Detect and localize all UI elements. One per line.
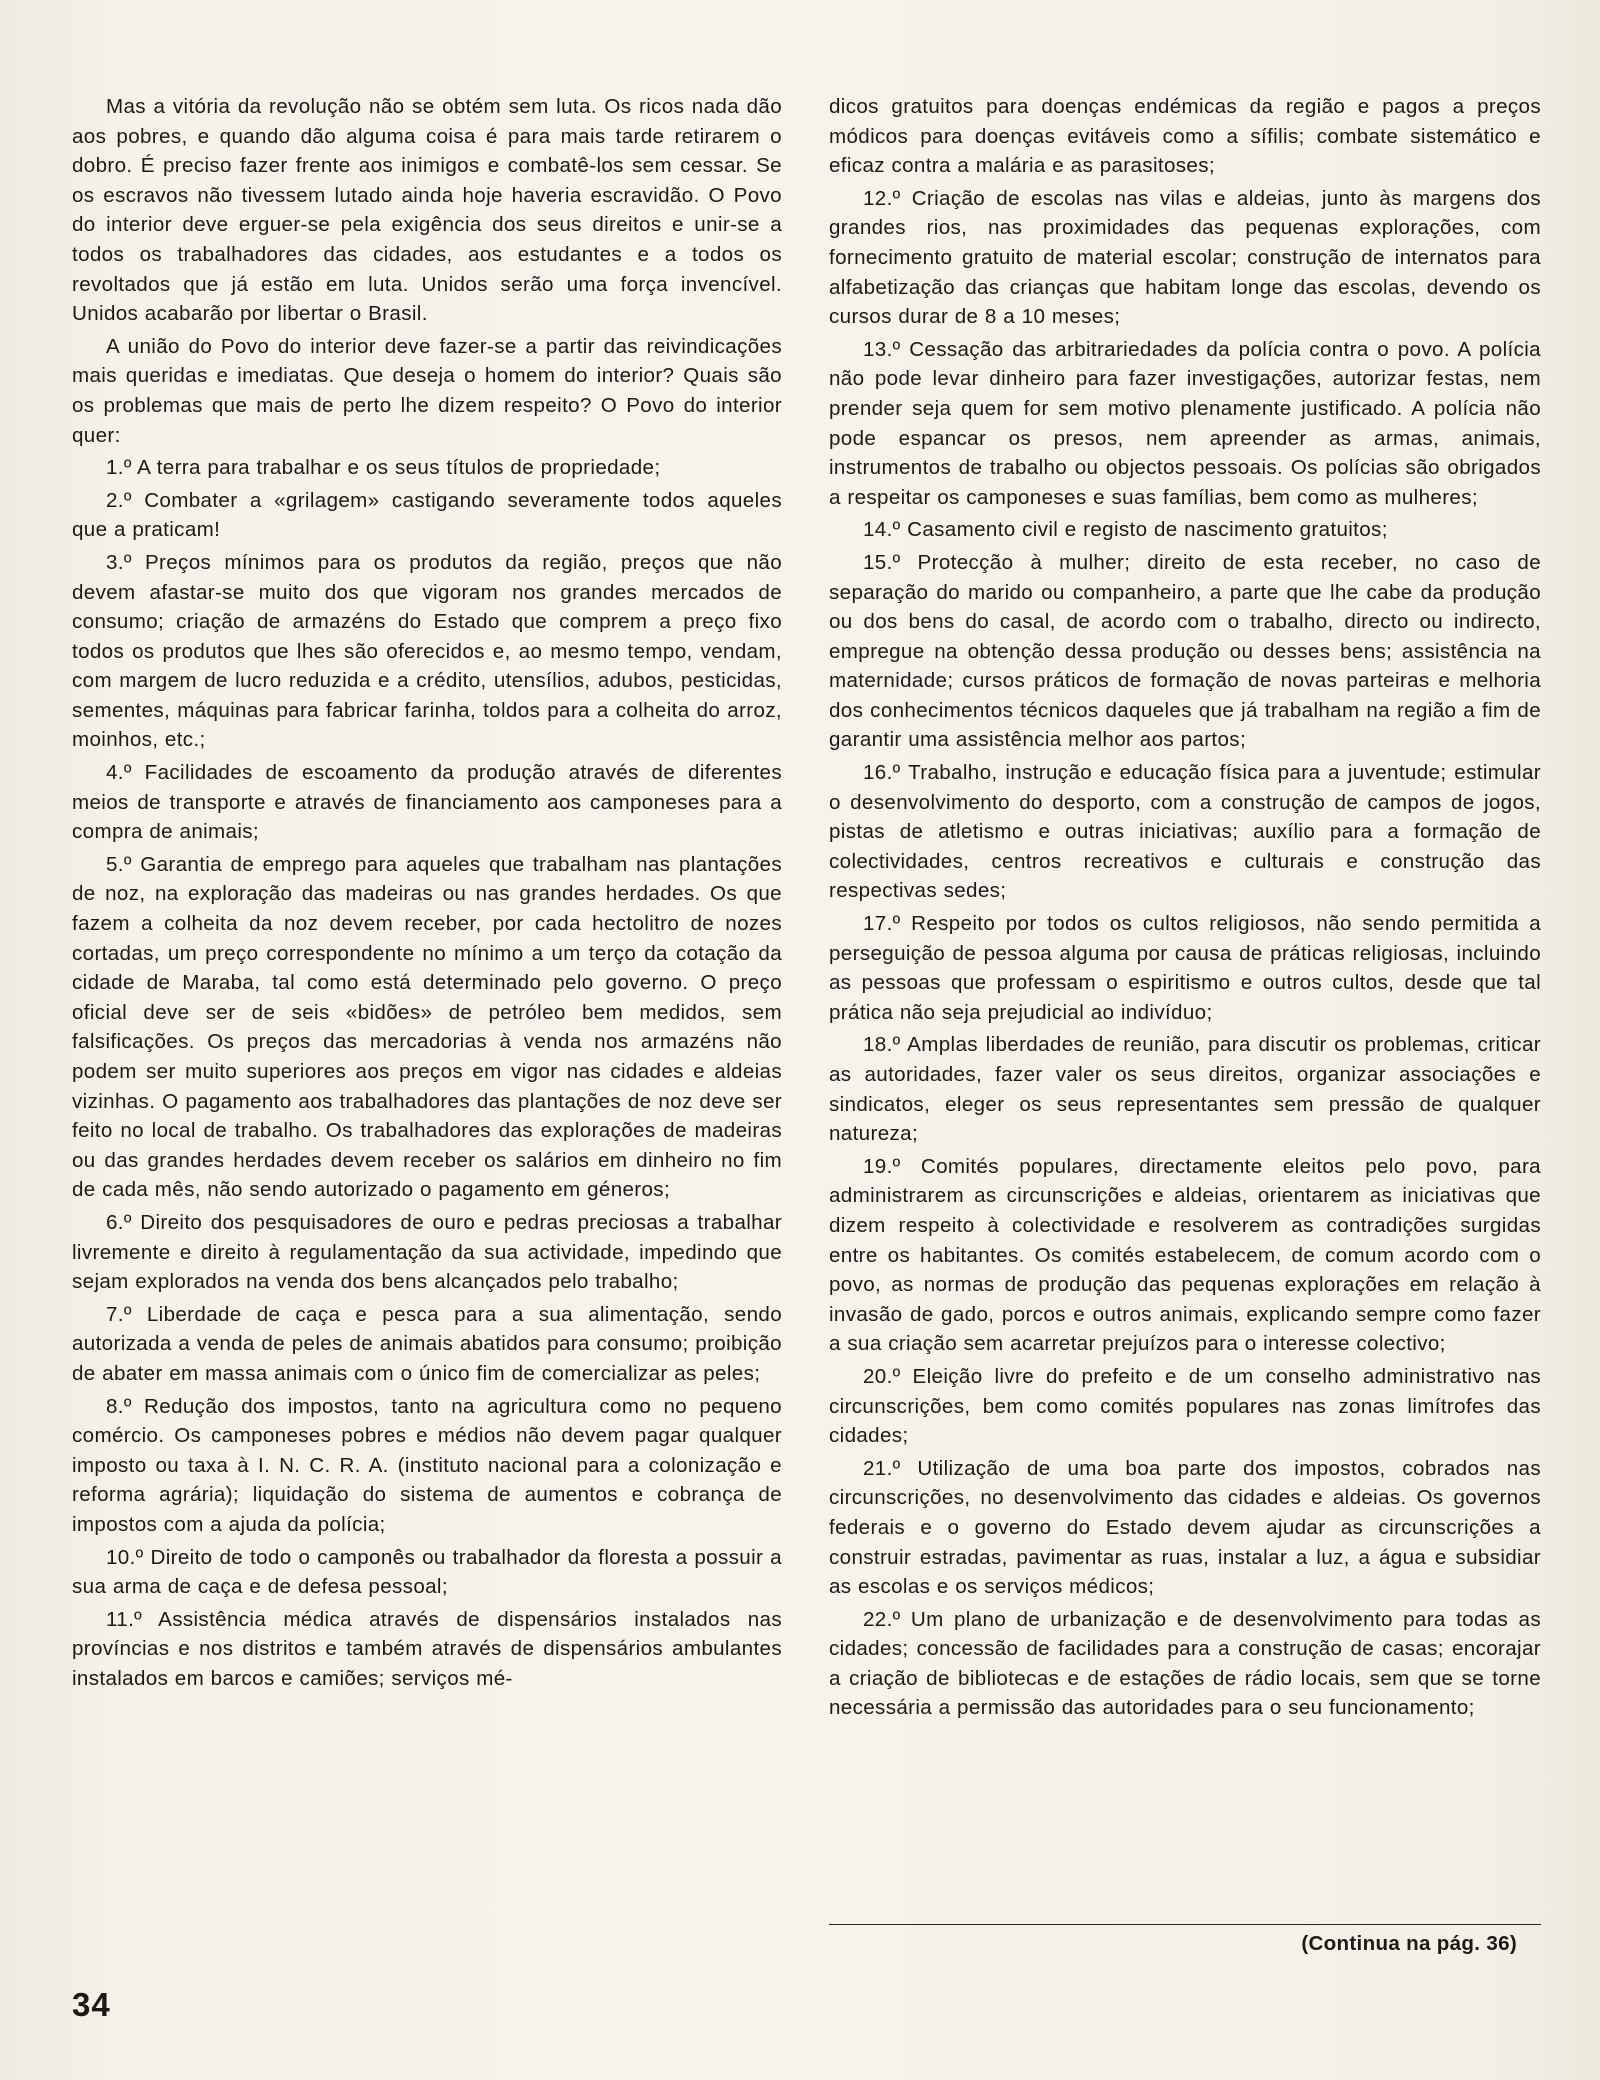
demand-item-15: 15.º Protecção à mulher; direito de esta receber, no caso de separação do marido ou companheiro, a parte que lhe cabe da produção ou dos bens do casal, de acordo com o trabalho, directo ou indirecto, empregue na obtenção dessa produção ou desses bens; assistência na maternidade; cursos práticos de formação de novas parteiras e melhoria dos conhecimentos técnicos daqueles que já trabalham na região a fim de garantir uma assistência melhor aos partos; — [829, 550, 1541, 752]
demand-item-19: 19.º Comités populares, directamente eleitos pelo povo, para administrarem as circunscrições e aldeias, orientarem as iniciativas que dizem respeito à colectividade e resolverem as contradições surgidas entre os habitantes. Os comités estabelecem, de comum acordo com o povo, as normas de produção das pequenas explorações em relação à invasão de gado, porcos e outros animais, explicando sempre como fazer a sua criação sem acarretar prejuízos para o interesse colectivo; — [829, 1154, 1541, 1356]
demand-item-16: 16.º Trabalho, instrução e educação física para a juventude; estimular o desenvolvimento do desporto, com a construção de campos de jogos, pistas de atletismo e outras iniciativas; auxílio para a formação de colectividades, centros recreativos e culturais e construção das respectivas sedes; — [829, 761, 1541, 903]
demand-item-13: 13.º Cessação das arbitrariedades da polícia contra o povo. A polícia não pode levar dinheiro para fazer investigações, autorizar festas, nem prender seja quem for sem motivo plenamente justificado. A polícia não pode espancar os presos, nem apreender as armas, animais, instrumentos de trabalho ou objectos pessoais. Os polícias são obrigados a respeitar os camponeses e suas famílias, bem como as mulheres; — [829, 337, 1541, 509]
demand-item-18: 18.º Amplas liberdades de reunião, para discutir os problemas, criticar as autoridades, fazer valer os seus direitos, organizar associações e sindicatos, eleger os seus representantes sem pressão de qualquer natureza; — [829, 1033, 1541, 1146]
demand-item-1: 1.º A terra para trabalhar e os seus títulos de propriedade; — [106, 456, 661, 480]
demand-item-14: 14.º Casamento civil e registo de nascimento gratuitos; — [863, 518, 1388, 542]
demand-item-8: 8.º Redução dos impostos, tanto na agricultura como no pequeno comércio. Os camponeses pobres e médios não devem pagar qualquer imposto ou taxa à I. N. C. R. A. (instituto nacional para a colonização e reforma agrária); liquidação do sistema de aumentos e cobrança de impostos com a ajuda da polícia; — [72, 1394, 782, 1536]
demand-item-21: 21.º Utilização de uma boa parte dos impostos, cobrados nas circunscrições, no desenvolvimento das cidades e aldeias. Os governos federais e o governo do Estado devem ajudar as circunscrições a construir estradas, pavimentar as ruas, instalar a luz, a água e subsidiar as escolas e os serviços médicos; — [829, 1456, 1541, 1599]
demand-item-2: 2.º Combater a «grilagem» castigando severamente todos aqueles que a praticam! — [72, 488, 782, 542]
intro-paragraph: Mas a vitória da revolução não se obtém sem luta. Os ricos nada dão aos pobres, e quando dão alguma coisa é para mais tarde retirarem o dobro. É preciso fazer frente aos inimigos e combatê-los sem cessar. Se os escravos não tivessem lutado ainda hoje haveria escravidão. O Povo do interior deve erguer-se pela exigência dos seus direitos e unir-se a todos os trabalhadores das cidades, aos estudantes e a todos os revoltados que já estão em luta. Unidos serão uma força invencível. Unidos acabarão por libertar o Brasil. — [72, 95, 782, 326]
page-number: 34 — [72, 1986, 111, 2023]
demand-item-5: 5.º Garantia de emprego para aqueles que trabalham nas plantações de noz, na exploração das madeiras ou nas grandes herdades. Os que fazem a colheita da noz devem receber, por cada hectolitro de nozes cortadas, um preço correspondente no mínimo a um terço da cotação da cidade de Maraba, tal como está determinado pelo governo. O preço oficial deve ser de seis «bidões» de petróleo bem medidos, sem falsificações. Os preços das mercadorias à venda nos armazéns não podem ser muito superiores aos preços em vigor nas cidades e aldeias vizinhas. O pagamento aos trabalhadores das plantações de noz deve ser feito no local de trabalho. Os trabalhadores das explorações de madeiras ou das grandes herdades devem receber os salários em dinheiro no fim de cada mês, não sendo autorizado o pagamento em géneros; — [72, 852, 782, 1202]
demand-item-7: 7.º Liberdade de caça e pesca para a sua alimentação, sendo autorizada a venda de peles de animais abatidos para consumo; proibição de abater em massa animais com o único fim de comercializar as peles; — [72, 1302, 782, 1385]
demand-item-12: 12.º Criação de escolas nas vilas e aldeias, junto às margens dos grandes rios, nas proximidades das pequenas explorações, com fornecimento gratuito de material escolar; construção de internatos para alfabetização das crianças que habitam longe das escolas, devendo os cursos durar de 8 a 10 meses; — [829, 186, 1541, 329]
unity-paragraph: A união do Povo do interior deve fazer-se a partir das reivindicações mais queridas e imediatas. Que deseja o homem do interior? Quais são os problemas que mais de perto lhe dizem respeito? O Povo do interior quer: — [72, 334, 782, 447]
demand-item-4: 4.º Facilidades de escoamento da produção através de diferentes meios de transporte e através de financiamento aos camponeses para a compra de animais; — [72, 761, 782, 844]
demand-item-3: 3.º Preços mínimos para os produtos da região, preços que não devem afastar-se muito dos que vigoram nos grandes mercados de consumo; criação de armazéns do Estado que comprem a preço fixo todos os produtos que lhes são oferecidos e, ao mesmo tempo, vendam, com margem de lucro reduzida e a crédito, utensílios, adubos, pesticidas, sementes, máquinas para fabricar farinha, toldos para a colheita do arroz, moinhos, etc.; — [72, 550, 782, 752]
left-text-column — [72, 92, 782, 1696]
demand-item-6: 6.º Direito dos pesquisadores de ouro e pedras preciosas a trabalhar livremente e direito à regulamentação da sua actividade, impedindo que sejam explorados na venda dos bens alcançados pelo trabalho; — [72, 1210, 782, 1294]
demand-item-10: 10.º Direito de todo o camponês ou trabalhador da floresta a possuir a sua arma de caça e de defesa pessoal; — [72, 1545, 782, 1599]
right-text-column — [829, 92, 1541, 1726]
demand-item-17: 17.º Respeito por todos os cultos religiosos, não sendo permitida a perseguição de pessoa alguma por causa de práticas religiosas, incluindo as pessoas que professam o espiritismo e outros cultos, desde que tal prática não seja prejudicial ao indivíduo; — [829, 912, 1541, 1024]
footer-divider — [829, 1924, 1541, 1925]
continuation-note: (Continua na pág. 36) — [1301, 1932, 1517, 1955]
demand-item-11-continued: dicos gratuitos para doenças endémicas da região e pagos a preços módicos para doenças evitáveis como a sífilis; combate sistemático e eficaz contra a malária e as parasitoses; — [829, 95, 1541, 178]
demand-item-11: 11.º Assistência médica através de dispensários instalados nas províncias e nos distritos e também através de dispensários ambulantes instalados em barcos e camiões; serviços mé- — [72, 1607, 782, 1690]
demand-item-20: 20.º Eleição livre do prefeito e de um conselho administrativo nas circunscrições, bem como comités populares nas zonas limítrofes das cidades; — [829, 1364, 1541, 1448]
demand-item-22: 22.º Um plano de urbanização e de desenvolvimento para todas as cidades; concessão de facilidades para a construção de casas; encorajar a criação de bibliotecas e de estações de rádio locais, sem que se torne necessária a permissão das autoridades para o seu funcionamento; — [829, 1607, 1541, 1720]
